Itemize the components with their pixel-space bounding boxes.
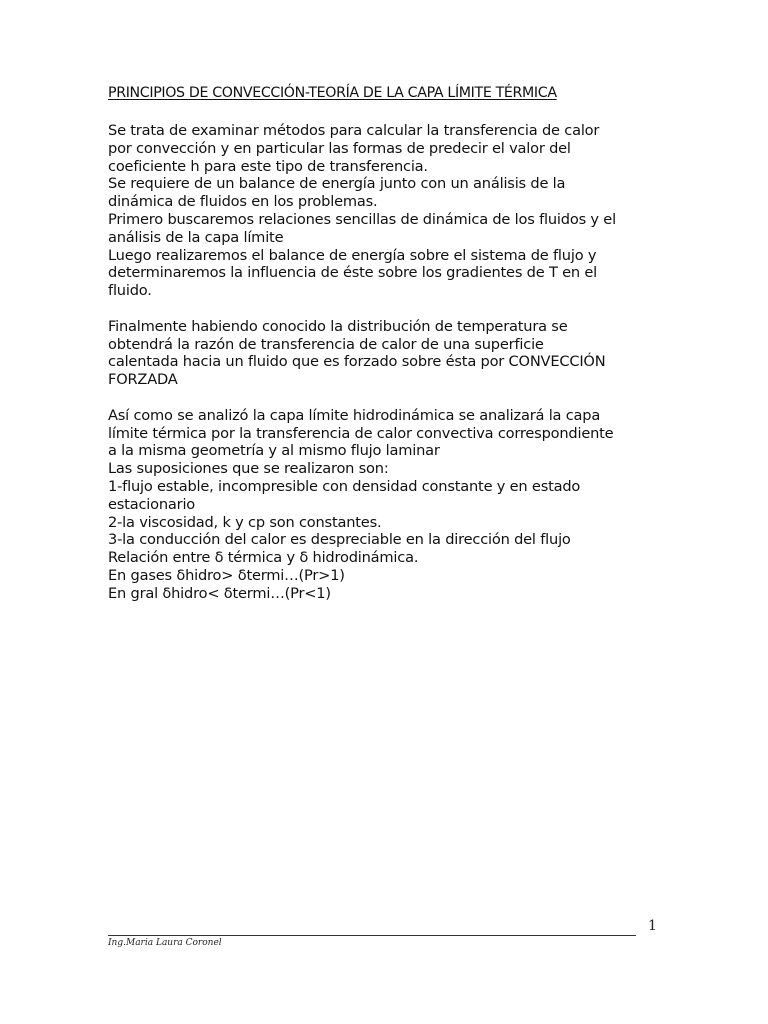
text-line: calentada hacia un fluido que es forzado sobre ésta por CONVECCIÓN [108, 353, 606, 371]
text-line: 3-la conducción del calor es despreciable en la dirección del flujo [108, 531, 571, 549]
text-line: a la misma geometría y al mismo flujo laminar [108, 442, 440, 460]
text-line: dinámica de fluidos en los problemas. [108, 193, 378, 211]
text-line: obtendrá la razón de transferencia de calor de una superficie [108, 335, 544, 353]
paragraph-1 [108, 122, 668, 300]
paragraph-2 [108, 318, 668, 389]
text-line: En gral δhidro< δtermi…(Pr<1) [108, 584, 331, 602]
text-line: Primero buscaremos relaciones sencillas de dinámica de los fluidos y el [108, 210, 616, 228]
text-line: 2-la viscosidad, k y cp son constantes. [108, 513, 382, 531]
footer-divider [108, 935, 636, 936]
text-line: Se trata de examinar métodos para calcular la transferencia de calor [108, 122, 600, 139]
text-line: coeficiente h para este tipo de transferencia. [108, 157, 428, 175]
text-line: fluido. [108, 282, 152, 300]
text-line: límite térmica por la transferencia de calor convectiva correspondiente [108, 424, 614, 442]
text-line: estacionario [108, 495, 196, 513]
page-number: 1 [648, 918, 657, 934]
footer-author: Ing.Maria Laura Coronel [108, 938, 222, 948]
paragraph-3 [108, 407, 668, 603]
text-line: análisis de la capa límite [108, 228, 284, 246]
text-line: Así como se analizó la capa límite hidrodinámica se analizará la capa [108, 406, 601, 424]
paragraph-gap [108, 300, 668, 318]
text-line: Relación entre δ térmica y δ hidrodinámica. [108, 549, 419, 567]
text-line: Se requiere de un balance de energía junto con un análisis de la [108, 175, 566, 193]
text-line: Las suposiciones que se realizaron son: [108, 460, 389, 478]
document-body [108, 122, 668, 603]
text-line: En gases δhidro> δtermi…(Pr>1) [108, 566, 345, 584]
text-line: 1-flujo estable, incompresible con densidad constante y en estado [108, 477, 581, 495]
text-line: Luego realizaremos el balance de energía sobre el sistema de flujo y [108, 246, 597, 264]
text-line: Finalmente habiendo conocido la distribución de temperatura se [108, 317, 568, 335]
text-line: por convección y en particular las formas de predecir el valor del [108, 139, 571, 157]
text-line: determinaremos la influencia de éste sobre los gradientes de T en el [108, 264, 598, 282]
text-line: FORZADA [108, 371, 178, 389]
paragraph-gap [108, 389, 668, 407]
document-title: PRINCIPIOS DE CONVECCIÓN-TEORÍA DE LA CAPA LÍMITE TÉRMICA [108, 85, 557, 101]
